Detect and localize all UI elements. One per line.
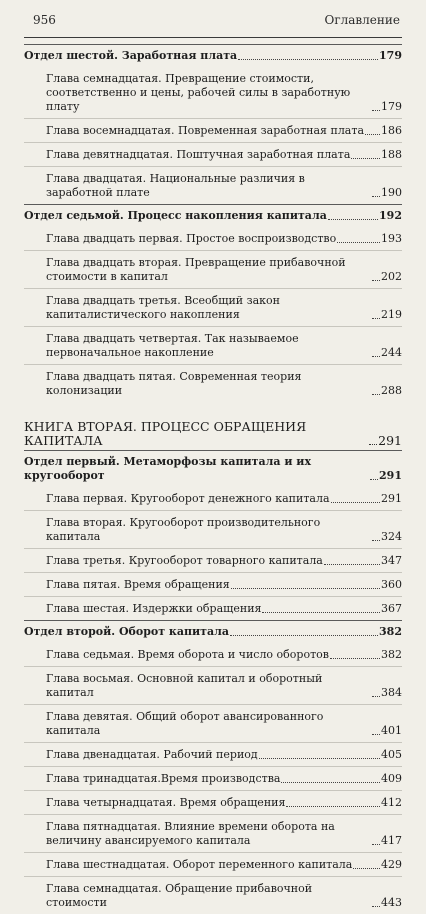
dot-leader	[372, 394, 380, 395]
dot-leader	[331, 502, 380, 503]
toc-chapter-entry	[24, 487, 402, 510]
entry-title: Глава четырнадцатая. Время обращения	[46, 796, 286, 809]
dot-leader	[262, 612, 380, 613]
entry-title: Отдел седьмой. Процесс накопления капитала	[24, 209, 327, 222]
toc-chapter-entry	[24, 596, 402, 620]
toc-chapter-entry	[24, 142, 402, 166]
entry-title: Глава девятая. Общий оборот авансированного капитала	[46, 710, 324, 737]
entry-page-number: 409	[381, 772, 402, 785]
entry-title: Отдел второй. Оборот капитала	[24, 625, 229, 638]
entry-title: КНИГА ВТОРАЯ. ПРОЦЕСС ОБРАЩЕНИЯ КАПИТАЛА	[24, 419, 307, 448]
entry-title: Глава седьмая. Время оборота и число оборотов	[46, 648, 329, 661]
toc-chapter-entry	[24, 742, 402, 766]
toc-chapter-entry	[24, 548, 402, 572]
toc-part-entry	[24, 204, 402, 227]
toc-chapter-entry	[24, 876, 402, 914]
dot-leader	[286, 806, 380, 807]
entry-page-number: 384	[381, 686, 402, 699]
entry-title: Глава семнадцатая. Обращение прибавочной стоимости	[46, 882, 313, 909]
dot-leader	[230, 635, 378, 636]
entry-title: Глава девятнадцатая. Поштучная заработная плата	[46, 148, 351, 161]
entry-page-number: 186	[381, 124, 402, 137]
toc-part-entry	[24, 450, 402, 487]
entry-page-number: 347	[381, 554, 402, 567]
entry-page-number: 443	[381, 896, 402, 909]
dot-leader	[351, 158, 380, 159]
dot-leader	[372, 696, 380, 697]
entry-page-number: 219	[381, 308, 402, 321]
entry-title: Глава двадцатая. Национальные различия в заработной плате	[46, 172, 305, 199]
entry-title: Глава вторая. Кругооборот производительного капитала	[46, 516, 321, 543]
entry-page-number: 412	[381, 796, 402, 809]
entry-page-number: 202	[381, 270, 402, 283]
running-title: Оглавление	[324, 13, 400, 27]
dot-leader	[353, 868, 380, 869]
entry-page-number: 401	[381, 724, 402, 737]
entry-page-number: 417	[381, 834, 402, 847]
entry-page-number: 429	[381, 858, 402, 871]
entry-page-number: 291	[381, 492, 402, 505]
entry-page-number: 382	[381, 648, 402, 661]
toc-part-entry	[24, 620, 402, 643]
entry-title: Глава двадцать третья. Всеобщий закон капиталистического накопления	[46, 294, 280, 321]
entry-title: Глава пятнадцатая. Влияние времени оборота на величину авансируемого капитала	[46, 820, 335, 847]
dot-leader	[328, 219, 378, 220]
header-rule	[24, 37, 402, 38]
dot-leader	[231, 588, 380, 589]
toc-chapter-entry	[24, 364, 402, 402]
entry-page-number: 193	[381, 232, 402, 245]
dot-leader	[330, 658, 380, 659]
toc-chapter-entry	[24, 166, 402, 204]
entry-page-number: 179	[381, 100, 402, 113]
entry-title: Глава семнадцатая. Превращение стоимости, соответственно и цены, рабочей силы в заработную плату	[46, 72, 351, 113]
dot-leader	[324, 564, 380, 565]
dot-leader	[372, 280, 380, 281]
toc-chapter-entry	[24, 643, 402, 666]
page-number: 956	[33, 13, 56, 27]
toc-book-entry	[24, 402, 402, 450]
dot-leader	[370, 479, 378, 480]
toc-chapter-entry	[24, 852, 402, 876]
toc-chapter-entry	[24, 814, 402, 852]
entry-page-number: 367	[381, 602, 402, 615]
dot-leader	[372, 844, 380, 845]
running-header	[24, 0, 402, 27]
entry-page-number: 179	[379, 49, 402, 62]
toc-chapter-entry	[24, 67, 402, 118]
entry-title: Глава двадцать четвертая. Так называемое первоначальное накопление	[46, 332, 299, 359]
entry-page-number: 291	[379, 469, 402, 482]
toc-chapter-entry	[24, 326, 402, 364]
entry-page-number: 324	[381, 530, 402, 543]
entry-title: Глава третья. Кругооборот товарного капитала	[46, 554, 323, 567]
toc-chapter-entry	[24, 704, 402, 742]
toc-chapter-entry	[24, 790, 402, 814]
toc-chapter-entry	[24, 227, 402, 250]
entry-page-number: 291	[378, 433, 402, 448]
entry-page-number: 244	[381, 346, 402, 359]
entry-title: Глава двенадцатая. Рабочий период	[46, 748, 258, 761]
toc-chapter-entry	[24, 666, 402, 704]
toc-chapter-entry	[24, 510, 402, 548]
entry-page-number: 288	[381, 384, 402, 397]
dot-leader	[372, 356, 380, 357]
dot-leader	[372, 540, 380, 541]
entry-title: Глава восемнадцатая. Повременная заработная плата	[46, 124, 365, 137]
dot-leader	[337, 242, 380, 243]
dot-leader	[372, 110, 380, 111]
toc-chapter-entry	[24, 572, 402, 596]
entry-title: Глава двадцать вторая. Превращение прибавочной стоимости в капитал	[46, 256, 346, 283]
toc-chapter-entry	[24, 250, 402, 288]
dot-leader	[372, 196, 380, 197]
entry-page-number: 188	[381, 148, 402, 161]
dot-leader	[369, 444, 377, 445]
dot-leader	[365, 134, 380, 135]
toc-chapter-entry	[24, 118, 402, 142]
toc-chapter-entry	[24, 766, 402, 790]
dot-leader	[281, 782, 380, 783]
dot-leader	[372, 734, 380, 735]
table-of-contents	[24, 44, 402, 914]
dot-leader	[259, 758, 380, 759]
entry-title: Глава пятая. Время обращения	[46, 578, 230, 591]
dot-leader	[238, 59, 378, 60]
toc-chapter-entry	[24, 288, 402, 326]
entry-title: Глава тринадцатая.Время производства	[46, 772, 281, 785]
entry-title: Глава шестнадцатая. Оборот переменного капитала	[46, 858, 353, 871]
dot-leader	[372, 906, 380, 907]
entry-title: Отдел первый. Метаморфозы капитала и их кругооборот	[24, 455, 312, 482]
entry-title: Глава шестая. Издержки обращения	[46, 602, 262, 615]
entry-title: Отдел шестой. Заработная плата	[24, 49, 238, 62]
entry-title: Глава двадцать пятая. Современная теория колонизации	[46, 370, 302, 397]
entry-title: Глава первая. Кругооборот денежного капитала	[46, 492, 330, 505]
entry-title: Глава восьмая. Основной капитал и оборотный капитал	[46, 672, 323, 699]
entry-page-number: 192	[379, 209, 402, 222]
entry-page-number: 382	[379, 625, 402, 638]
dot-leader	[372, 318, 380, 319]
entry-title: Глава двадцать первая. Простое воспроизводство	[46, 232, 337, 245]
toc-part-entry	[24, 44, 402, 67]
entry-page-number: 405	[381, 748, 402, 761]
entry-page-number: 190	[381, 186, 402, 199]
entry-page-number: 360	[381, 578, 402, 591]
